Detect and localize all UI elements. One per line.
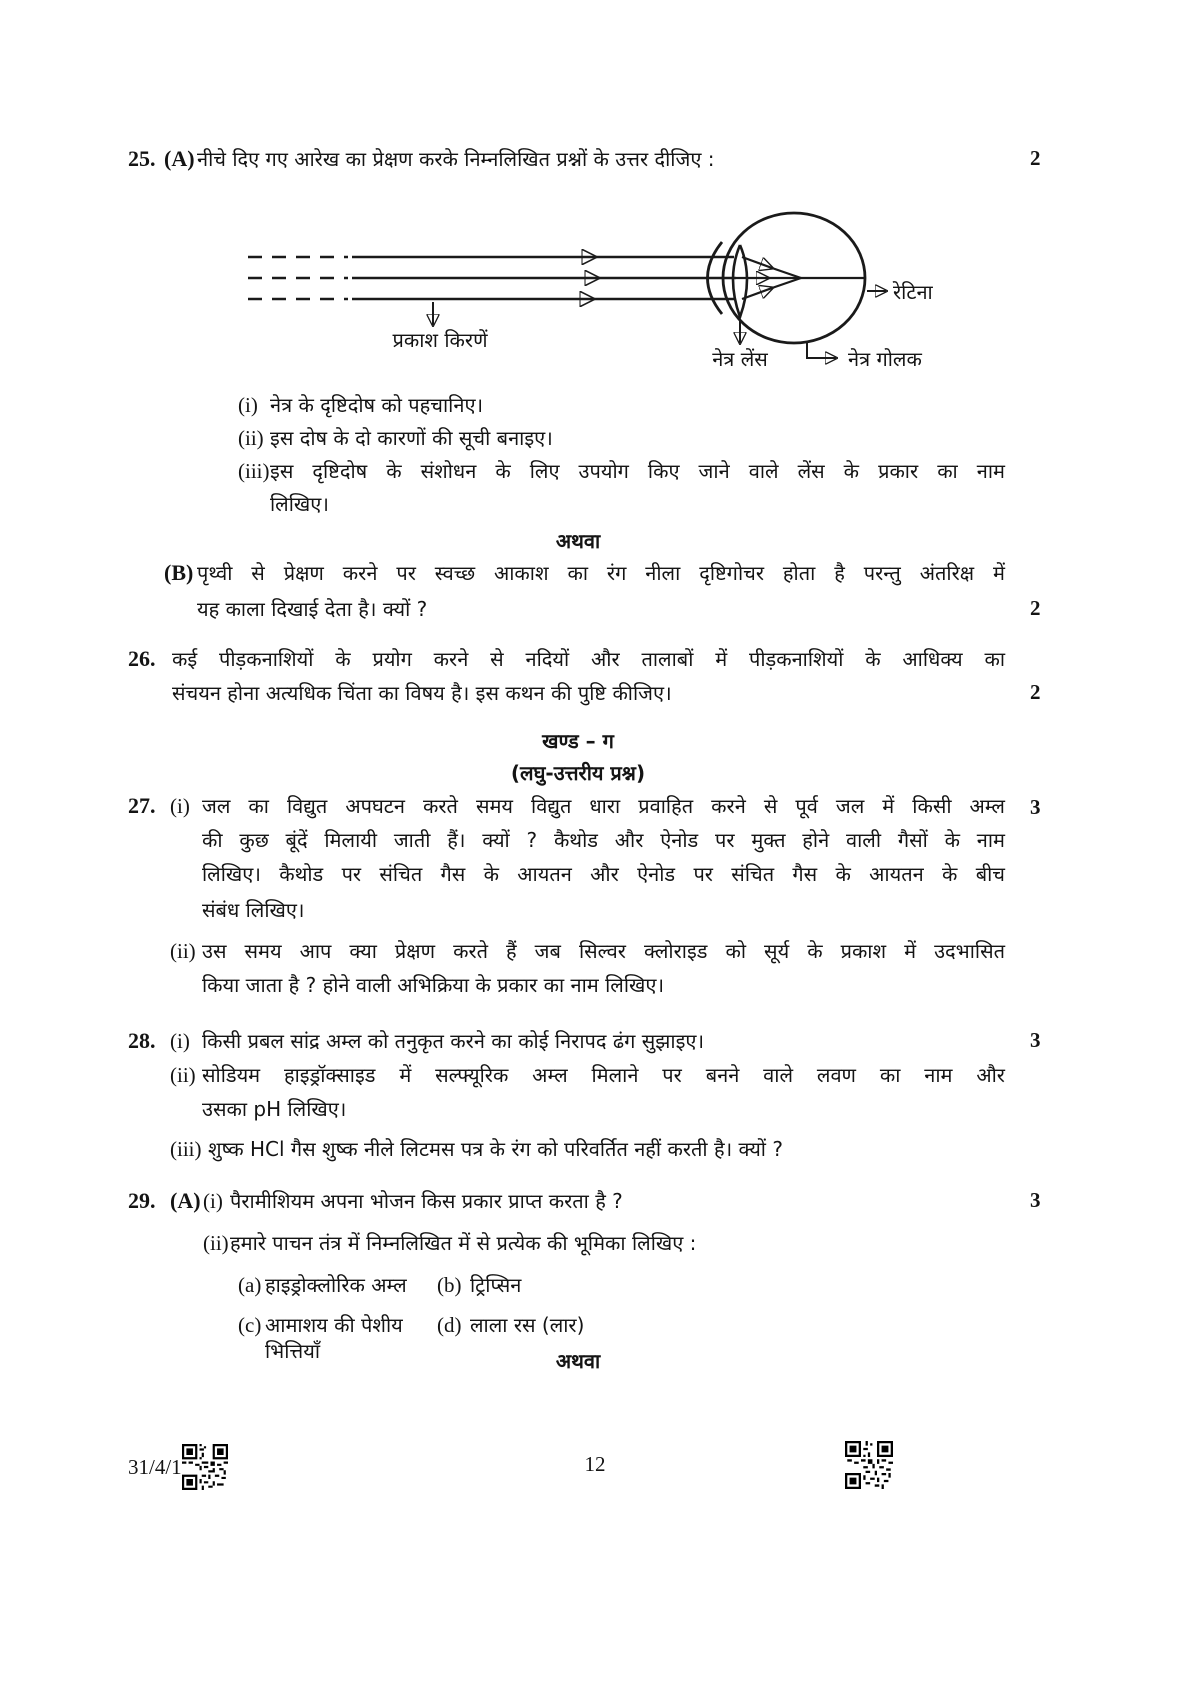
retina-label: रेटिना [893,280,933,304]
q29-item-ii [203,1230,1005,1256]
qr-code-right [845,1441,893,1489]
q29-options-row-ab [238,1272,521,1298]
part-b-line2: यह काला दिखाई देता है। क्यों ? [197,597,428,621]
q27-item-ii [170,938,1005,964]
item-label: (i) [170,794,190,818]
section-title: खण्ड – ग [542,729,614,753]
q27-i-line1: जल का विद्युत अपघटन करते समय विद्युत धारा प्रवाहित करने से पूर्व जल में किसी अम्ल [202,794,1005,818]
question-number: 25. [128,146,156,171]
q29-ii-text: हमारे पाचन तंत्र में निम्नलिखित में से प्रत्येक की भूमिका लिखिए : [230,1231,697,1255]
q28-item-iii [170,1136,1005,1162]
eye-lens-shape [733,245,747,317]
item-text: नेत्र के दृष्टिदोष को पहचानिए। [270,393,484,417]
section-subtitle: (लघु-उत्तरीय प्रश्न) [510,761,646,785]
option-a-label: (a) [238,1273,262,1297]
question-number: 27. [128,793,156,818]
option-c-text: आमाशय की पेशीय भित्तियाँ [265,1313,403,1363]
marks-q25b: 2 [1030,596,1041,620]
marks-q29: 3 [1030,1188,1041,1212]
part-b-label: (B) [164,560,194,585]
q28-i-text: किसी प्रबल सांद्र अम्ल को तनुकृत करने का कोई निरापद ढंग सुझाइए। [202,1029,705,1053]
question-text-line2: संचयन होना अत्यधिक चिंता का विषय है। इस कथन की पुष्टि कीजिए। [172,681,672,705]
refracted-ray-top [742,257,801,278]
q25-part-b [164,560,1005,586]
paper-code: 31/4/1 [128,1455,182,1479]
eye-ray-diagram [0,195,1000,380]
marks-q25a: 2 [1030,146,1041,170]
or-separator-2: अथवा [555,1349,601,1373]
part-b-line1: पृथ्वी से प्रेक्षण करने पर स्वच्छ आकाश का रंग नीला दृष्टिगोचर होता है परन्तु अंतरिक्ष में [197,561,1005,585]
light-rays-label: प्रकाश किरणें [392,328,488,352]
q28-ii-line2-row [202,1096,1005,1122]
page-number: 12 [584,1452,606,1476]
q28-ii-line2: उसका pH लिखिए। [202,1097,347,1121]
or-separator-1: अथवा [555,529,601,553]
item-text: इस दोष के दो कारणों की सूची बनाइए। [270,426,553,450]
item-label: (ii) [170,939,196,963]
eyeball-label: नेत्र गोलक [848,347,922,371]
q28-ii-line1: सोडियम हाइड्रॉक्साइड में सल्फ्यूरिक अम्ल मिलाने पर बनने वाले लवण का नाम और [202,1063,1005,1087]
q25-item-i [238,392,1005,418]
q27-ii-line2: किया जाता है ? होने वाली अभिक्रिया के प्रकार का नाम लिखिए। [202,973,665,997]
item-text-line2: लिखिए। [270,492,329,516]
q27-i-line3: लिखिए। कैथोड पर संचित गैस के आयतन और ऐनोड पर संचित गैस के आयतन के बीच [202,862,1005,886]
question-number: 29. [128,1188,156,1213]
q27-i-line2-row [202,827,1005,853]
q27-i-line4-row [202,897,1005,923]
question-26-line2 [172,680,1005,706]
question-text-line1: कई पीड़कनाशियों के प्रयोग करने से नदियों और तालाबों में पीड़कनाशियों के आधिक्य का [172,647,1005,671]
option-d-label: (d) [437,1313,462,1337]
q27-i-line3-row [202,861,1005,887]
question-27 [128,793,1005,819]
q27-i-line4: संबंध लिखिए। [202,898,305,922]
q27-ii-line2-row [202,972,1005,998]
item-label: (i) [203,1189,223,1213]
q27-i-line2: की कुछ बूंदें मिलायी जाती हैं। क्यों ? कैथोड और ऐनोड पर मुक्त होने वाली गैसों के नाम [202,828,1005,852]
item-label: (ii) [238,426,264,450]
option-b-text: ट्रिप्सिन [470,1273,522,1297]
q27-ii-line1: उस समय आप क्या प्रेक्षण करते हैं जब सिल्वर क्लोराइड को सूर्य के प्रकाश में उदभासित [202,939,1005,963]
q25-item-iii-line2 [270,491,1005,517]
q28-item-ii [170,1062,1005,1088]
item-label: (ii) [170,1063,196,1087]
question-25-header [128,146,1005,172]
q28-iii-text: शुष्क HCl गैस शुष्क नीले लिटमस पत्र के रंग को परिवर्तित नहीं करती है। क्यों ? [208,1137,783,1161]
item-label: (i) [238,393,258,417]
item-label: (i) [170,1029,190,1053]
eyeball-pointer-line [807,341,836,358]
question-29 [128,1188,1005,1214]
q25-part-b-line2 [197,596,1005,622]
item-label: (iii) [170,1137,202,1161]
part-a-label: (A) [164,146,195,171]
question-28 [128,1028,1005,1054]
q25-item-iii [238,458,1005,484]
q25-item-ii [238,425,1005,451]
item-text-line1: इस दृष्टिदोष के संशोधन के लिए उपयोग किए जाने वाले लेंस के प्रकार का नाम [270,459,1005,483]
eye-lens-label: नेत्र लेंस [712,347,768,371]
item-label: (iii) [238,459,270,483]
question-text: नीचे दिए गए आरेख का प्रेक्षण करके निम्नलिखित प्रश्नों के उत्तर दीजिए : [197,147,715,171]
option-a-text: हाइड्रोक्लोरिक अम्ल [265,1273,407,1297]
marks-q28: 3 [1030,1028,1041,1052]
q29-i-text: पैरामीशियम अपना भोजन किस प्रकार प्राप्त करता है ? [230,1189,623,1213]
option-b-label: (b) [437,1273,462,1297]
item-label: (ii) [203,1231,229,1255]
marks-q27: 3 [1030,795,1041,819]
refracted-ray-bottom [742,278,801,299]
question-number: 28. [128,1028,156,1053]
question-26 [128,646,1005,672]
question-number: 26. [128,646,156,671]
option-c-label: (c) [238,1313,262,1337]
part-a-label: (A) [170,1188,201,1213]
option-d-text: लाला रस (लार) [470,1313,585,1337]
marks-q26: 2 [1030,680,1041,704]
